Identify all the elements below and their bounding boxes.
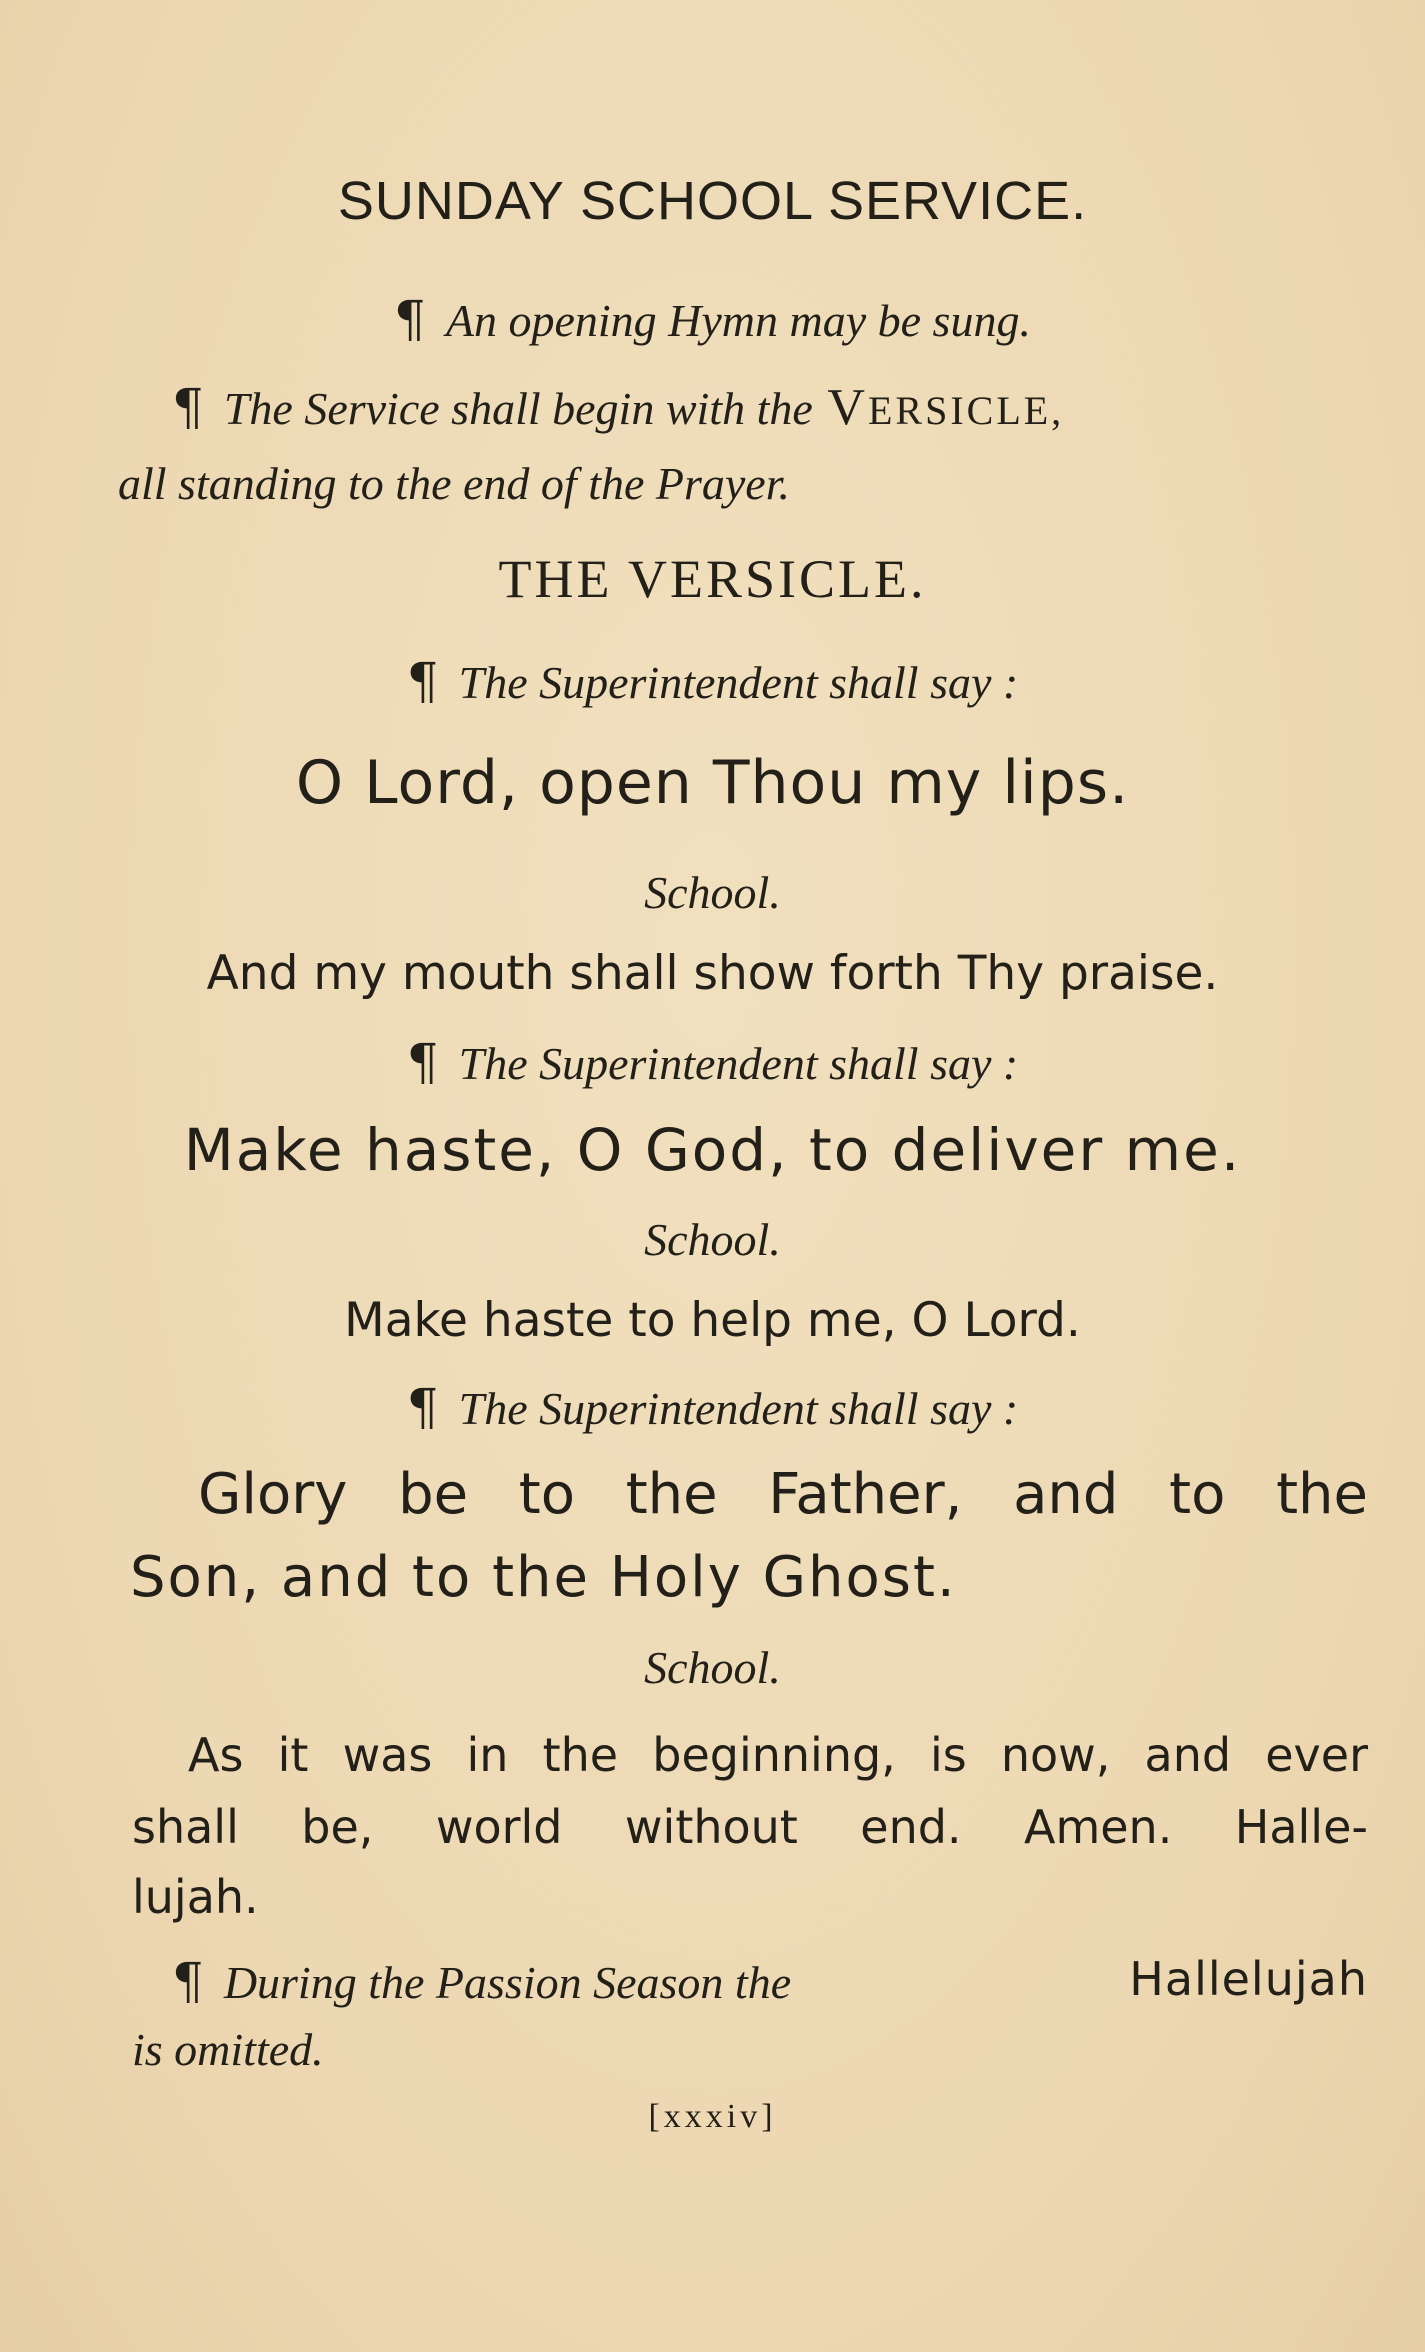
response-2: Make haste to help me, O Lord. xyxy=(344,1293,1081,1348)
pilcrow-icon: ¶ xyxy=(406,1378,439,1436)
rubric-superintendent: ¶ The Superintendent shall say : xyxy=(406,1378,1019,1436)
rubric-service: ¶ The Service shall begin with the VERSICLE, xyxy=(172,378,1065,436)
pilcrow-icon: ¶ xyxy=(406,1033,439,1091)
school-label: School. xyxy=(644,867,781,918)
school-label: School. xyxy=(644,1214,781,1265)
section-heading: THE VERSICLE. xyxy=(498,549,927,609)
rubric-superintendent: ¶ The Superintendent shall say : xyxy=(406,1033,1019,1091)
versicle-3-line1: Glory be to the Father, and to the xyxy=(198,1462,1368,1527)
rubric-hymn: ¶ An opening Hymn may be sung. xyxy=(394,290,1031,348)
pilcrow-icon: ¶ xyxy=(172,378,204,436)
pilcrow-icon: ¶ xyxy=(394,290,426,348)
response-3-line3: lujah. xyxy=(132,1870,259,1924)
page-number: [xxxiv] xyxy=(648,2098,777,2135)
page-title: SUNDAY SCHOOL SERVICE. xyxy=(337,171,1088,231)
rubric-superintendent: ¶ The Superintendent shall say : xyxy=(406,652,1019,710)
rubric-service-cont: all standing to the end of the Prayer. xyxy=(118,458,791,509)
pilcrow-icon: ¶ xyxy=(172,1952,204,2010)
school-label: School. xyxy=(644,1642,781,1693)
rubric-passion-cont: is omitted. xyxy=(132,2024,324,2075)
response-3-line2: shall be, world without end. Amen. Halle- xyxy=(132,1800,1368,1854)
response-1: And my mouth shall show forth Thy praise. xyxy=(206,946,1219,1001)
versicle-3-line2: Son, and to the Holy Ghost. xyxy=(130,1545,957,1610)
versicle-2: Make haste, O God, to deliver me. xyxy=(183,1116,1242,1184)
rubric-passion: ¶ During the Passion Season the Hallelujah xyxy=(172,1952,1368,2010)
response-3-line1: As it was in the beginning, is now, and ever xyxy=(188,1728,1368,1782)
versicle-1: O Lord, open Thou my lips. xyxy=(295,748,1130,818)
pilcrow-icon: ¶ xyxy=(406,652,439,710)
